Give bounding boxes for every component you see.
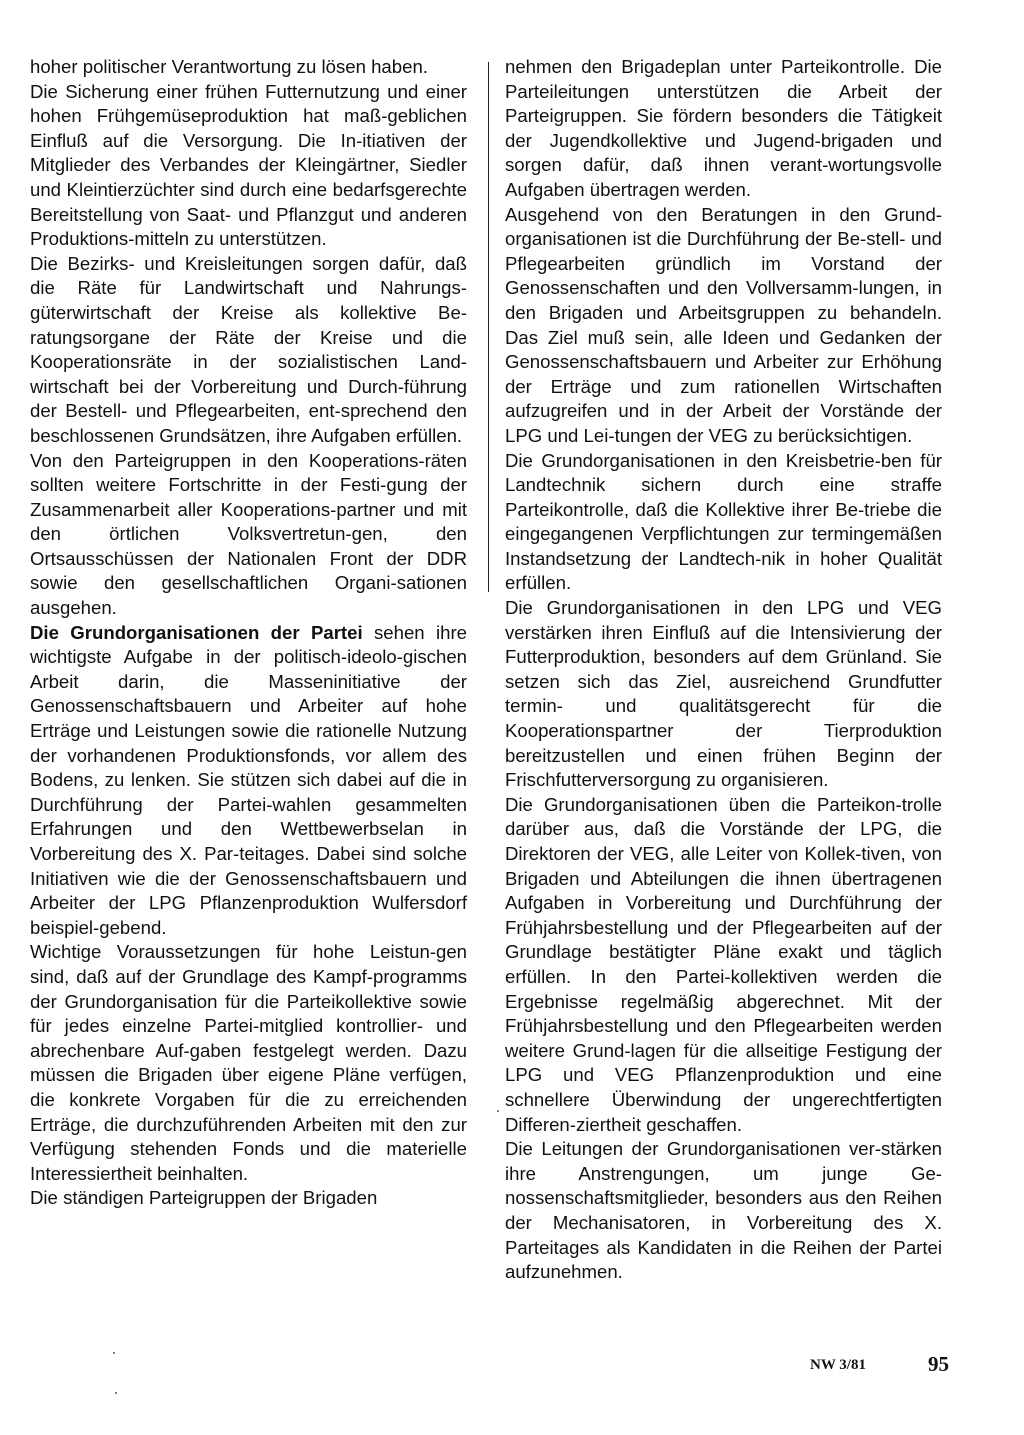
paragraph: Ausgehend von den Beratungen in den Grund-organisationen ist die Durchführung der Be-stell- und Pflegearbeiten gründlich im Vorstand der Genossenschaften und den Vollversamm-lungen, in den Brigaden und Arbeitsgruppen zu behandeln. Das Ziel muß sein, alle Ideen und Gedanken der Genossenschaftsbauern und Arbeiter zur Erhöhung der Erträge und zum rationellen Wirtschaften aufzugreifen und in der Arbeit der Vorstände der LPG und Lei-tungen der VEG zu berücksichtigen. bbox=[505, 203, 942, 446]
scan-speck bbox=[115, 1392, 117, 1394]
page-number: 95 bbox=[928, 1352, 949, 1376]
paragraph bbox=[30, 621, 467, 941]
paragraph: Die Grundorganisationen üben die Parteikon-trolle darüber aus, daß die Vorstände der LPG, die Direktoren der VEG, alle Leiter von Kollek-tiven, von Brigaden und Abteilungen die ihnen übertragenen Aufgaben in Vorbereitung und Durchführung der Frühjahrsbestellung und der Pflegearbeiten auf der Grundlage bestätigter Pläne exakt und täglich erfüllen. In den Partei-kollektiven werden die Ergebnisse regelmäßig abgerechnet. Mit der Frühjahrsbestellung und den Pflegearbeiten werden weitere Grund-lagen für die allseitige Festigung der LPG und VEG Pflanzenproduktion und eine schnellere Überwindung der ungerechtfertigten Differen-ziertheit geschaffen. bbox=[505, 793, 942, 1135]
paragraph: Die Grundorganisationen in den LPG und VEG verstärken ihren Einfluß auf die Intensivierung der Futterproduktion, besonders auf dem Grünland. Sie setzen sich das Ziel, ausreichend Grundfutter termin- und qualitätsgerecht für die Kooperationspartner der Tierproduktion bereitzustellen und einen frühen Beginn der Frischfutterversorgung zu organisieren. bbox=[505, 597, 942, 791]
paragraph: nehmen den Brigadeplan unter Parteikontrolle. Die Parteileitungen unterstützen die Arbeit der Parteigruppen. Sie fördern besonders die Tätigkeit der Jugendkollektive und Jugend-brigaden und sorgen dafür, daß ihnen verant-wortungsvolle Aufgaben übertragen werden. bbox=[505, 56, 942, 200]
paragraph: Wichtige Voraussetzungen für hohe Leistun-gen sind, daß auf der Grundlage des Kampf-programms der Grundorganisation für die Parteikollektive sowie für jedes einzelne Partei-mitglied kontrollier- und abrechenbare Auf-gaben festgelegt werden. Dazu müssen die Brigaden über eigene Pläne verfügen, die konkrete Vorgaben für die zu erreichenden Erträge, die durchzuführenden Arbeiten mit den zur Verfügung stehenden Fonds und die materielle Interessiertheit beinhalten. bbox=[30, 941, 467, 1184]
paragraph: hoher politischer Verantwortung zu lösen haben. bbox=[30, 56, 428, 77]
bold-lead-in: Die Grundorganisationen der Partei bbox=[30, 621, 363, 643]
paragraph-text: sehen ihre wichtigste Aufgabe in der politisch-ideolo-gischen Arbeit darin, die Masseninitiative der Genossenschaftsbauern und Arbeiter auf hohe Erträge und Leistungen sowie die rationelle Nutzung der vorhandenen Produktionsfonds, vor allem des Bodens, zu lenken. Sie stützen sich dabei auf die in Durchführung der Partei-wahlen gesammelten Erfahrungen und den Wettbewerbselan in Vorbereitung des X. Par-teitages. Dabei sind solche Initiativen wie die der Genossenschaftsbauern und Arbeiter der LPG Pflanzenproduktion Wulfersdorf beispiel-gebend. bbox=[30, 621, 468, 938]
paragraph: Die Sicherung einer frühen Futternutzung und einer hohen Frühgemüseproduktion hat maß-geblichen Einfluß auf die Versorgung. Die In-itiativen der Mitglieder des Verbandes der Kleingärtner, Siedler und Kleintierzüchter sind durch eine bedarfsgerechte Bereitstellung von Saat- und Pflanzgut und anderen Produktions-mitteln zu unterstützen. bbox=[30, 80, 467, 250]
paragraph: Die ständigen Parteigruppen der Brigaden bbox=[30, 1187, 378, 1209]
scan-speck bbox=[497, 1110, 499, 1112]
paragraph: Die Grundorganisationen in den Kreisbetrie-ben für Landtechnik sichern durch eine straffe Parteikontrolle, daß die Kollektive ihrer Be-triebe die eingegangenen Verpflichtungen zur termingemäßen Instandsetzung der Landtech-nik in hoher Qualität erfüllen. bbox=[505, 449, 942, 594]
issue-label: NW 3/81 bbox=[810, 1357, 866, 1373]
paragraph: Von den Parteigruppen in den Kooperations-räten sollten weitere Fortschritte in der Festi-gung der Zusammenarbeit aller Kooperations-partner und mit den örtlichen Volksvertretun-gen, den Ortsausschüssen der Nationalen Front der DDR sowie den gesellschaftlichen Organi-sationen ausgehen. bbox=[30, 449, 467, 619]
paragraph: Die Bezirks- und Kreisleitungen sorgen dafür, daß die Räte für Landwirtschaft und Nahrungs-güterwirtschaft der Kreise als kollektive Be-ratungsorgane der Räte der Kreise und die Kooperationsräte in der sozialistischen Land-wirtschaft bei der Vorbereitung und Durch-führung der Bestell- und Pflegearbeiten, ent-sprechend den beschlossenen Grundsätzen, ihre Aufgaben erfüllen. bbox=[30, 252, 467, 446]
left-column bbox=[30, 55, 467, 1211]
right-column bbox=[505, 55, 942, 1285]
paragraph: Die Leitungen der Grundorganisationen ver-stärken ihre Anstrengungen, um junge Ge-nossenschaftsmitglieder, besonders aus den Reihen der Mechanisatoren, in Vorbereitung des X. Parteitages als Kandidaten in die Reihen der Partei aufzunehmen. bbox=[505, 1138, 942, 1283]
scan-speck bbox=[113, 1352, 115, 1354]
column-divider bbox=[488, 62, 489, 592]
